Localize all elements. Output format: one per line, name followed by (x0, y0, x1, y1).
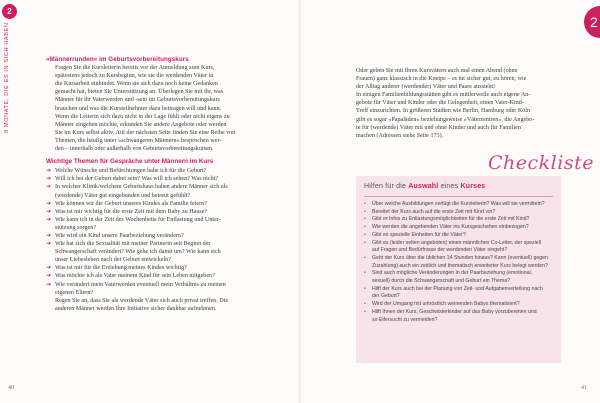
chapter-number-badge-right: 2 (584, 6, 600, 38)
arrow-right-icon: ➔ (46, 167, 52, 175)
text-line: Themen, die häufig unter »schwangeren Männern« besprochen wer- (55, 137, 222, 144)
page-number-right: 41 (581, 385, 587, 391)
list-item: ➔ Wie können wir die Geburt unseres Kindes als Familie feiern? (46, 199, 207, 207)
list-item: • Über welche Ausbildungen verfügt die Kursleiterin? Was will sie vermitteln? (364, 201, 545, 207)
text-line: gibt es sogar »Papaläden« beziehungsweise »Väterzentren«, die Angebo- (356, 116, 535, 123)
text-line: der Alltag anderer (werdender) Väter und Paare aussieht! (356, 84, 496, 91)
arrow-right-icon: ➔ (46, 231, 52, 239)
divider (364, 196, 553, 197)
checklist-header: Hilfen für die Auswahl eines Kurses (364, 183, 486, 190)
text-line: te für (werdende) Väter mit und ohne Kinder und auch für Familien (356, 124, 521, 131)
list-item: ➔ Was ist mir für die Erziehung meines Kindes wichtig? (46, 264, 187, 272)
text-line: brauchen und was die Kursteilnehmer dazu beitragen will und kann. (55, 105, 222, 112)
list-item: ➔ Wie kann ich in der Zeit des Wochenbetts für Entlastung und Unter- stützung sorgen? (46, 215, 221, 231)
arrow-right-icon: ➔ (46, 272, 52, 280)
dot-icon: • (364, 254, 366, 261)
section-heading: »Männerrunden« im Geburtsvorbereitungskurs (46, 56, 189, 63)
arrow-right-icon: ➔ (46, 215, 52, 223)
list-item: • Wird der Umgang mit untröstlich weinenden Babys thematisiert? (364, 301, 520, 308)
arrow-right-icon: ➔ (46, 207, 52, 215)
text-line: Frauen) ganz klassisch in die Kneipe – es tut sicher gut, zu hören, wie (356, 76, 527, 83)
dot-icon: • (364, 224, 366, 231)
text-line: Männer für ihr Vaterwerden und -sein im Geburtsvorbereitungskurs (55, 97, 220, 104)
dot-icon: • (364, 270, 366, 277)
text-line: anderen Männer werden Ihre Initiative sicher dankbar aufnehmen. (55, 305, 217, 312)
list-item: ➔ Wie hat sich die Sexualität mit meiner Partnerin seit Beginn der Schwangerschaft verändert? Wie gehe ich damit um? Wie kann sich unser Liebesleben nach der Geburt entwickeln? (46, 240, 221, 264)
page-number-left: 40 (8, 385, 14, 391)
dot-icon: • (364, 239, 366, 246)
list-item: • Bereitet der Kurs auch auf die erste Zeit mit Kind vor? (364, 208, 496, 215)
arrow-right-icon: ➔ (46, 175, 52, 183)
left-edge-tab (0, 0, 11, 403)
text-line: Fragen Sie die Kursleiterin bereits vor der Anmeldung zum Kurs, (55, 65, 215, 72)
left-page-column (46, 56, 246, 313)
list-item: • Gibt es (leider selten angeboten) einen männlichen Co-Leiter, der speziell auf Fragen und Bedürfnisse der werdenden Väter eingeht? (364, 239, 541, 254)
text-line: Wenn die Leiterin sich dazu nicht in der Lage fühlt oder nicht eigens zu (55, 113, 230, 120)
list-item: ➔ Was ist mir wichtig für die erste Zeit mit dem Baby zu Hause? (46, 207, 208, 215)
list-item: • Wie werden die angehenden Väter ins Kursgeschehen einbezogen? (364, 224, 529, 231)
dot-icon: • (364, 201, 366, 207)
dot-icon: • (364, 231, 366, 238)
text-line: In einigen Familienbildungsstätten gibt es mittlerweile auch eigene An- (356, 92, 531, 99)
text-line: die Kursarbeit einbindet. Wenn sie sich dazu noch keine Gedanken (55, 81, 218, 88)
dot-icon: • (364, 285, 366, 292)
list-item: • Geht der Kurs über die üblichen 14 Stunden hinaus? Kann (eventuell) gegen Zuzahlung) auch ein zeitlich und thematisch erweiterter Kurs belegt werden? (364, 254, 548, 269)
dot-icon: • (364, 208, 366, 215)
arrow-right-icon: ➔ (46, 240, 52, 248)
dot-icon: • (364, 216, 366, 223)
gutter (299, 0, 301, 403)
checklist-box (356, 176, 561, 363)
text-line: Treff einzurichten. In größeren Städten wie Berlin, Hamburg oder Köln (356, 108, 531, 115)
checklist-items (364, 201, 556, 324)
text-line: den – innerhalb oder außerhalb von Geburtsvorbereitungskursen. (55, 146, 214, 153)
dot-icon: • (364, 301, 366, 308)
list-item: • Hilft Ihnen der Kurs, Geschwisterkinder auf das Baby vorzubereiten und so Eifersucht zu vermeiden? (364, 308, 537, 323)
arrow-right-icon: ➔ (46, 280, 52, 288)
list-item: ➔ Will ich bei der Geburt dabei sein? Was will ich sehen? Was nicht? (46, 175, 219, 183)
closing-paragraph (46, 297, 246, 313)
list-item: ➔ Wie verändert mein Vaterwerden eventuell mein Verhältnis zu meinen eigenen Eltern? (46, 280, 226, 296)
chapter-number-badge: 2 (2, 4, 17, 19)
list-item: • Sind auch mögliche Veränderungen in der Paarbeziehung (emotional, sexuell) durch die Schwangerschaft und Geburt ein Thema? (364, 270, 533, 285)
list-item: ➔ Welche Wünsche und Befürchtungen habe ich für die Geburt? (46, 167, 207, 175)
text-line: Sie im Kurs selbst aktiv. Auf der nächsten Seite finden Sie eine Reihe von (55, 129, 236, 136)
intro-paragraph (46, 64, 246, 153)
text-line: machen (Adressen siehe Seite 173). (356, 132, 444, 139)
text-line: gebote für Väter und Kinder oder die Gelegenheit, einen Vater-Kind- (356, 100, 524, 107)
topics-subheading: Wichtige Themen für Gespräche unter Männern im Kurs (46, 158, 214, 166)
list-item: • Hilft der Kurs auch bei der Planung von Zeit- und Aufgabenverteilung nach der Geburt? (364, 285, 543, 300)
list-item: ➔ Wie wird ein Kind unsere Paarbeziehung verändern? (46, 231, 184, 239)
text-line: spätestens jedoch zu Kursbeginn, wie sie die werdenden Väter in (55, 73, 214, 80)
topics-list (46, 167, 246, 297)
dot-icon: • (364, 308, 366, 315)
list-item: ➔ Was möchte ich als Vater meinem Kind für sein Leben mitgeben? (46, 272, 215, 280)
running-head-vertical: 9 MONATE, DIE ES IN SICH HABEN (4, 22, 10, 133)
arrow-right-icon: ➔ (46, 199, 52, 207)
checklist-title: Checkliste (488, 152, 594, 174)
list-item: • Gibt es spezielle Einheiten für die Väter? (364, 231, 466, 238)
text-line: Regen Sie an, dass Sie als werdende Väter sich auch privat treffen. Die (55, 297, 229, 304)
text-line: Oder geben Sie mit Ihren Kursvätern auch mal einen Abend (ohne (356, 68, 518, 74)
text-line: Männer eingehen möchte, erkunden Sie andere Angebote oder werden (55, 121, 227, 128)
list-item: ➔ In welcher Klinik/welchem Geburtshaus haben andere Männer sich als (werdende) Väter gut eingebunden und betreut gefühlt? (46, 183, 228, 199)
list-item: • Gibt er Infos zu Entlastungsmöglichkeiten für die erste Zeit mit Kind? (364, 216, 530, 223)
right-page-column (356, 67, 552, 140)
text-line: gemacht hat, bieten Sie Unterstützung an. Überlegen Sie mit ihr, was (55, 89, 224, 96)
arrow-right-icon: ➔ (46, 264, 52, 272)
arrow-right-icon: ➔ (46, 183, 52, 191)
